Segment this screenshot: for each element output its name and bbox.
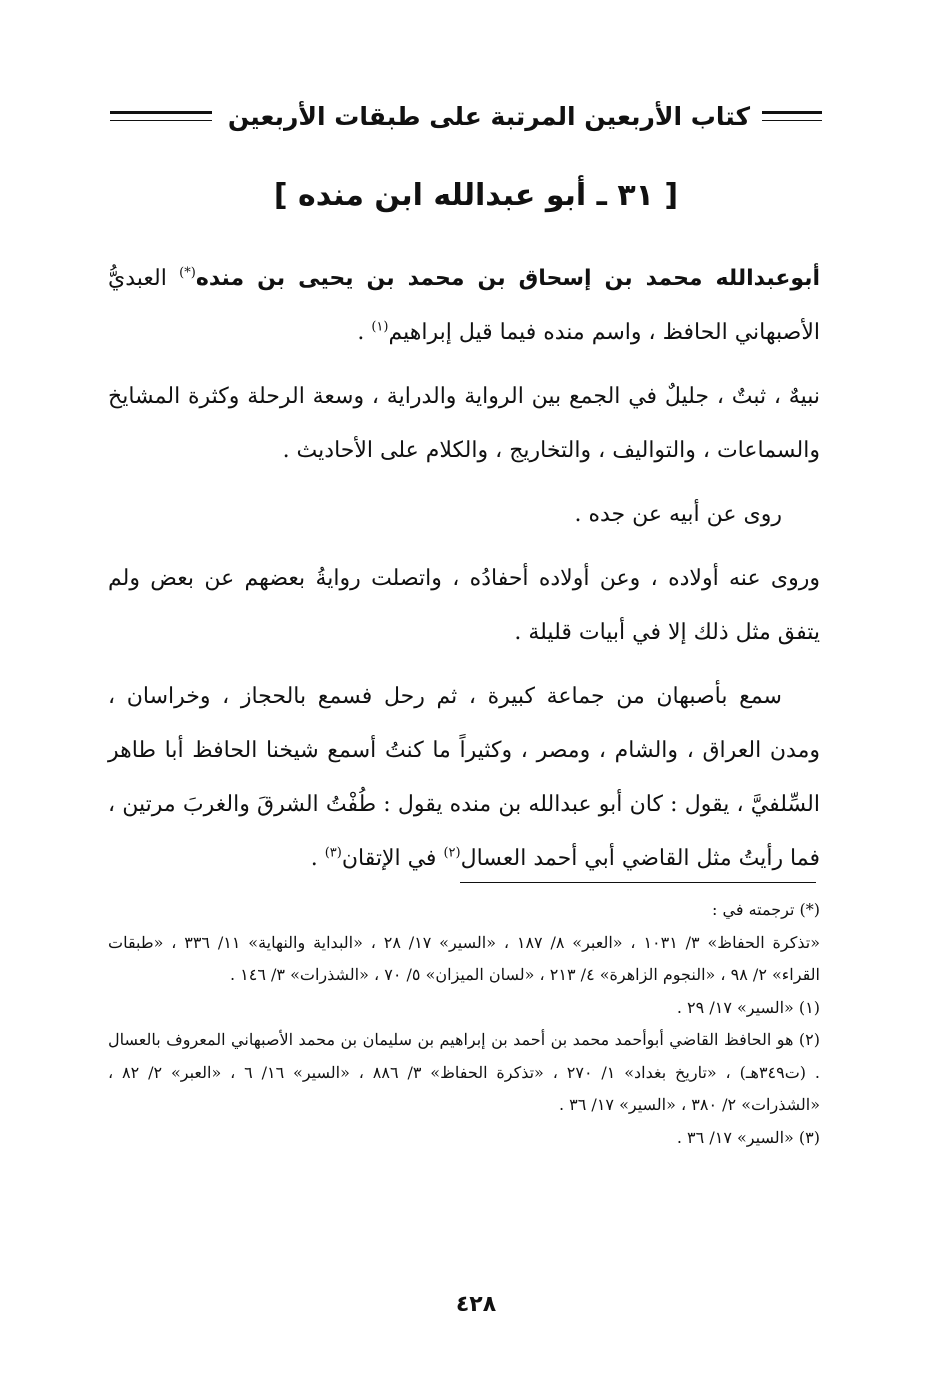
footnote-2: (٢) هو الحافظ القاضي أبوأحمد محمد بن أحمد بن إبراهيم بن سليمان بن محمد الأصبهاني المعروف بالعسال . (ت٣٤٩هـ) ، «تاريخ بغداد» ١/ ٢٧٠ ، «تذكرة الحفاظ» ٣/ ٨٨٦ ، «السير» ١٦/ ٦ ، «العبر» ٢/ ٨٢ ، «الشذرات» ٢/ ٣٨٠ ، «السير» ١٧/ ٣٦ . [108, 1030, 820, 1114]
footnote-3: (٣) «السير» ١٧/ ٣٦ . [676, 1127, 820, 1147]
paragraph-intro [108, 252, 820, 360]
footnote-marker-star: (*) [179, 265, 196, 281]
intro-text: العبديُّ الأصبهاني الحافظ ، واسم منده فيما قيل إبراهيم [108, 266, 820, 345]
running-header [110, 96, 822, 136]
paragraph-narrators: وروى عنه أولاده ، وعن أولاده أحفادُه ، واتصلت روايةُ بعضهم عن بعض ولم يتفق مثل ذلك إلا في أبيات قليلة . [108, 566, 820, 645]
header-rule-long [110, 111, 212, 121]
footnote-1: (١) «السير» ١٧/ ٢٩ . [676, 997, 820, 1017]
travels-text: سمع بأصبهان من جماعة كبيرة ، ثم رحل فسمع بالحجاز ، وخراسان ، ومدن العراق ، والشام ، ومصر ، وكثيراً ما كنتُ أسمع شيخنا الحافظ أبا طاهر السِّلفيَّ ، يقول : كان أبو عبدالله بن منده يقول : طُفْتُ الشرقَ والغربَ مرتين ، فما رأيتُ مثل القاضي أبي أحمد العسال [108, 684, 820, 871]
footnote-star-label: (*) ترجمته في : [712, 900, 820, 919]
paragraph-description: نبيهٌ ، ثبتٌ ، جليلٌ في الجمع بين الرواية والدراية ، وسعة الرحلة وكثرة المشايخ والسماعات ، والتواليف ، والتخاريج ، والكلام على الأحاديث . [108, 384, 820, 463]
header-rule-short [762, 111, 822, 121]
paragraph-narrated-from: روى عن أبيه عن جده . [574, 502, 782, 527]
footnotes [108, 894, 820, 1154]
body-text [108, 252, 820, 896]
footnote-marker-2: (٢) [443, 845, 461, 861]
travels-mid: في الإتقان [341, 846, 444, 871]
running-title: كتاب الأربعين المرتبة على طبقات الأربعين [227, 101, 750, 131]
intro-end: . [357, 320, 372, 345]
footnote-separator [460, 882, 816, 883]
page-number: ٤٢٨ [455, 1292, 497, 1317]
footnote-marker-3: (٣) [324, 845, 342, 861]
section-title: [ ٣١ ـ أبو عبدالله ابن منده ] [273, 178, 679, 213]
subject-name: أبوعبدالله محمد بن إسحاق بن محمد بن يحيى بن منده [195, 266, 820, 291]
footnote-star-sources: «تذكرة الحفاظ» ٣/ ١٠٣١ ، «العبر» ٨/ ١٨٧ ، «السير» ١٧/ ٢٨ ، «البداية والنهاية» ١١/ ٣٣٦ ، «طبقات القراء» ٢/ ٩٨ ، «النجوم الزاهرة» ٤/ ٢١٣ ، «لسان الميزان» ٥/ ٧٠ ، «الشذرات» ٣/ ١٤٦ . [108, 932, 820, 984]
paragraph-travels [108, 670, 820, 886]
footnote-marker-1: (١) [371, 319, 389, 335]
travels-end: . [310, 846, 325, 871]
